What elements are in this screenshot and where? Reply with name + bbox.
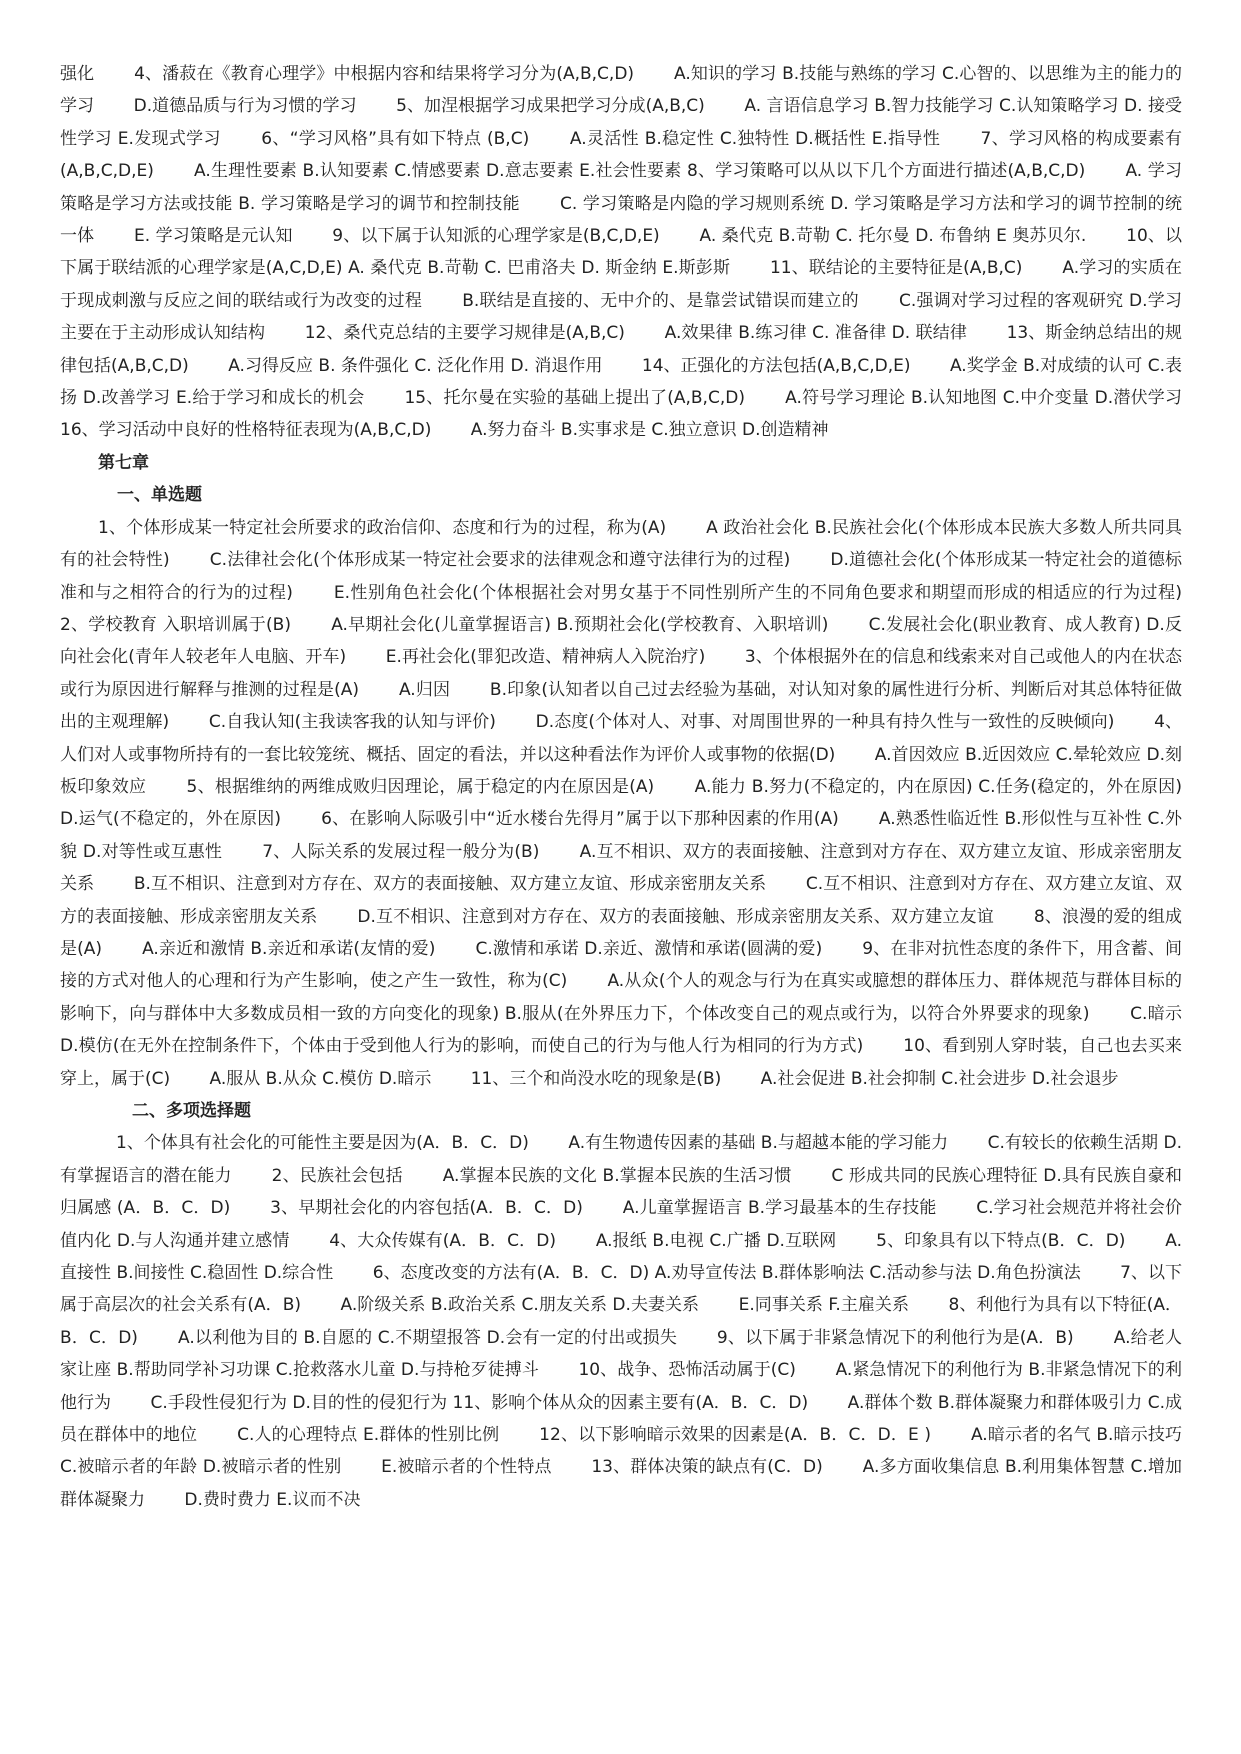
multi-choice-text: 1、个体具有社会化的可能性主要是因为(A．B．C．D) A.有生物遗传因素的基础 B.与超越本能的学习能力 C.有较长的依赖生活期 D.有掌握语言的潜在能力 2、民族社会包括 A.掌握本民族的文化 B.掌握本民族的生活习惯 C 形成共同的民族心理特征 D.具有民族自豪和归属感 (A．B．C．D) 3、早期社会化的内容包括(A．B．C．D) A.儿童掌握语言 B.学习最基本的生存技能 C.学习社会规范并将社会价值内化 D.与人沟通并建立感情 4、大众传媒有(A．B．C．D) A.报纸 B.电视 C.广播 D.互联网 5、印象具有以下特点(B．C．D) A.直接性 B.间接性 C.稳固性 D.综合性 6、态度改变的方法有(A．B．C．D) A.劝导宣传法 B.群体影响法 C.活动参与法 D.角色扮演法 7、以下属于高层次的社会关系有(A．B) A.阶级关系 B.政治关系 C.朋友关系 D.夫妻关系 E.同事关系 F.主雇关系 8、利他行为具有以下特征(A．B．C．D) A.以利他为目的 B.自愿的 C.不期望报答 D.会有一定的付出或损失 9、以下属于非紧急情况下的利他行为是(A．B) A.给老人家让座 B.帮助同学补习功课 C.抢救落水儿童 D.与持枪歹徒搏斗 10、战争、恐怖活动属于(C) A.紧急情况下的利他行为 B.非紧急情况下的利他行为 C.手段性侵犯行为 D.目的性的侵犯行为 11、影响个体从众的因素主要有(A．B．C．D) A.群体个数 B.群体凝聚力和群体吸引力 C.成员在群体中的地位 C.人的心理特点 E.群体的性别比例 12、以下影响暗示效果的因素是(A．B．C．D．E ) A.暗示者的名气 B.暗示技巧 C.被暗示者的年龄 D.被暗示者的性别 E.被暗示者的个性特点 13、群体决策的缺点有(C．D) A.多方面收集信息 B.利用集体智慧 C.增加群体凝聚力 D.费时费力 E.议而不决 bbox=[60, 1133, 1182, 1510]
chapter6-multi-choice-text: 强化 4、潘菽在《教育心理学》中根据内容和结果将学习分为(A,B,C,D) A.知识的学习 B.技能与熟练的学习 C.心智的、以思维为主的能力的学习 D.道德品质与行为习惯的学习 5、加涅根据学习成果把学习分成(A,B,C) A. 言语信息学习 B.智力技能学习 C.认知策略学习 D. 接受性学习 E.发现式学习 6、“学习风格”具有如下特点 (B,C) A.灵活性 B.稳定性 C.独特性 D.概括性 E.指导性 7、学习风格的构成要素有(A,B,C,D,E) A.生理性要素 B.认知要素 C.情感要素 D.意志要素 E.社会性要素 8、学习策略可以从以下几个方面进行描述(A,B,C,D) A. 学习策略是学习方法或技能 B. 学习策略是学习的调节和控制技能 C. 学习策略是内隐的学习规则系统 D. 学习策略是学习方法和学习的调节控制的统一体 E. 学习策略是元认知 9、以下属于认知派的心理学家是(B,C,D,E) A. 桑代克 B.苛勒 C. 托尔曼 D. 布鲁纳 E 奥苏贝尔. 10、以下属于联结派的心理学家是(A,C,D,E) A. 桑代克 B.苛勒 C. 巴甫洛夫 D. 斯金纳 E.斯彭斯 11、联结论的主要特征是(A,B,C) A.学习的实质在于现成刺激与反应之间的联结或行为改变的过程 B.联结是直接的、无中介的、是靠尝试错误而建立的 C.强调对学习过程的客观研究 D.学习主要在于主动形成认知结构 12、桑代克总结的主要学习规律是(A,B,C) A.效果律 B.练习律 C. 准备律 D. 联结律 13、斯金纳总结出的规律包括(A,B,C,D) A.习得反应 B. 条件强化 C. 泛化作用 D. 消退作用 14、正强化的方法包括(A,B,C,D,E) A.奖学金 B.对成绩的认可 C.表扬 D.改善学习 E.给于学习和成长的机会 15、托尔曼在实验的基础上提出了(A,B,C,D) A.符号学习理论 B.认知地图 C.中介变量 D.潜伏学习 16、学习活动中良好的性格特征表现为(A,B,C,D) A.努力奋斗 B.实事求是 C.独立意识 D.创造精神 bbox=[60, 64, 1222, 441]
section-heading-single-choice: 一、单选题 bbox=[117, 485, 202, 506]
chapter-heading: 第七章 bbox=[98, 452, 149, 473]
single-choice-text: 1、个体形成某一特定社会所要求的政治信仰、态度和行为的过程，称为(A) A 政治社会化 B.民族社会化(个体形成本民族大多数人所共同具有的社会特性) C.法律社会化(个体形成某一特定社会要求的法律观念和遵守法律行为的过程) D.道德社会化(个体形成某一特定社会的道德标准和与之相符合的行为的过程) E.性别角色社会化(个体根据社会对男女基于不同性别所产生的不同角色要求和期望而形成的相适应的行为过程) 2、学校教育 入职培训属于(B) A.早期社会化(儿童掌握语言) B.预期社会化(学校教育、入职培训) C.发展社会化(职业教育、成人教育) D.反向社会化(青年人较老年人电脑、开车) E.再社会化(罪犯改造、精神病人入院治疗) 3、个体根据外在的信息和线索来对自己或他人的内在状态或行为原因进行解释与推测的过程是(A) A.归因 B.印象(认知者以自己过去经验为基础，对认知对象的属性进行分析、判断后对其总体特征做出的主观理解) C.自我认知(主我读客我的认知与评价) D.态度(个体对人、对事、对周围世界的一种具有持久性与一致性的反映倾向) 4、人们对人或事物所持有的一套比较笼统、概括、固定的看法，并以这种看法作为评价人或事物的依据(D) A.首因效应 B.近因效应 C.晕轮效应 D.刻板印象效应 5、根据维纳的两维成败归因理论，属于稳定的内在原因是(A) A.能力 B.努力(不稳定的，内在原因) C.任务(稳定的，外在原因) D.运气(不稳定的，外在原因) 6、在影响人际吸引中“近水楼台先得月”属于以下那种因素的作用(A) A.熟悉性临近性 B.形似性与互补性 C.外貌 D.对等性或互惠性 7、人际关系的发展过程一般分为(B) A.互不相识、双方的表面接触、注意到对方存在、双方建立友谊、形成亲密朋友关系 B.互不相识、注意到对方存在、双方的表面接触、双方建立友谊、形成亲密朋友关系 C.互不相识、注意到对方存在、双方建立友谊、双方的表面接触、形成亲密朋友关系 D.互不相识、注意到对方存在、双方的表面接触、形成亲密朋友关系、双方建立友谊 8、浪漫的爱的组成是(A) A.亲近和激情 B.亲近和承诺(友情的爱) C.激情和承诺 D.亲近、激情和承诺(圆满的爱) 9、在非对抗性态度的条件下，用含蓄、间接的方式对他人的心理和行为产生影响，使之产生一致性，称为(C) A.从众(个人的观念与行为在真实或臆想的群体压力、群体规范与群体目标的影响下，向与群体中大多数成员相一致的方向变化的现象) B.服从(在外界压力下，个体改变自己的观点或行为，以符合外界要求的现象) C.暗示 D.模仿(在无外在控制条件下，个体由于受到他人行为的影响，而使自己的行为与他人行为相同的行为方式) 10、看到别人穿时装，自己也去买来穿上，属于(C) A.服从 B.从众 C.模仿 D.暗示 11、三个和尚没水吃的现象是(B) A.社会促进 B.社会抑制 C.社会进步 D.社会退步 bbox=[60, 517, 1222, 1089]
section-heading-multi-choice: 二、多项选择题 bbox=[132, 1101, 251, 1121]
document-page bbox=[60, 58, 1222, 1516]
